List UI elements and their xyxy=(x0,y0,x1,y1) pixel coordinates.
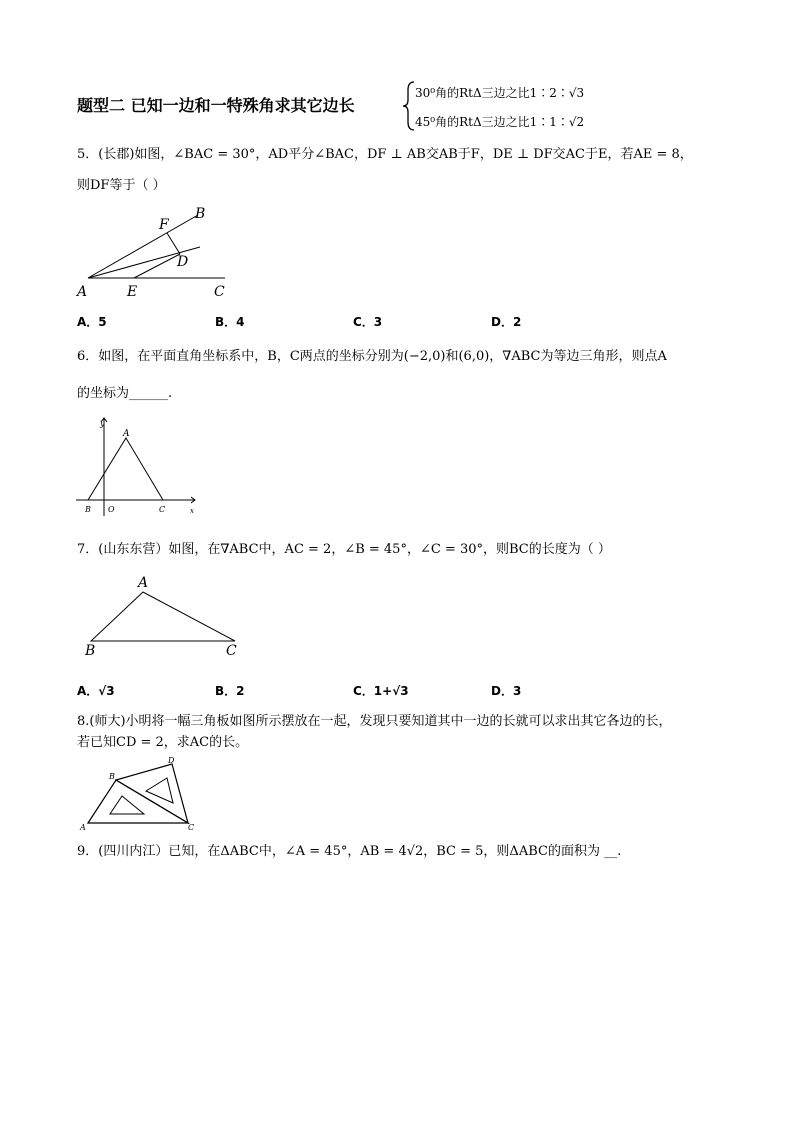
q5-line-df xyxy=(167,233,180,254)
q8-label-c: C xyxy=(188,823,195,832)
q5-label-a: A xyxy=(77,284,88,300)
q8-text-line1: 8.(师大)小明将一幅三角板如图所示摆放在一起，发现只要知道其中一边的长就可以求出其它各边的长， xyxy=(77,714,672,729)
q6-triangle xyxy=(88,438,163,500)
q6-text-line2: 的坐标为______. xyxy=(77,386,173,401)
q6-label-c: C xyxy=(159,505,166,514)
q6-label-y: y xyxy=(100,419,105,428)
q8-figure xyxy=(76,755,202,835)
q5-option-b: B．4 xyxy=(215,315,245,329)
q7-text-line1: 7．(山东东营）如图，在∇ABC中，AC = 2，∠B = 45°，∠C = 30°，则BC的长度为（ ） xyxy=(77,542,611,557)
q8-inner-triangle-2 xyxy=(146,778,173,803)
q9-text-line1: 9．(四川内江）已知，在ΔABC中，∠A = 45°，AB = 4√2，BC = 5，则ΔABC的面积为 __. xyxy=(77,844,622,859)
ratio-45-line: 45⁰角的RtΔ三边之比1∶1∶√2 xyxy=(415,115,585,129)
q7-label-a: A xyxy=(138,575,149,591)
q5-label-e: E xyxy=(127,284,138,300)
q5-option-d: D．2 xyxy=(491,315,522,329)
q5-option-c: C．3 xyxy=(353,315,383,329)
q5-line-de xyxy=(134,254,180,278)
q7-option-b: B．2 xyxy=(215,684,245,698)
q7-option-c: C．1+√3 xyxy=(353,684,409,698)
section-title: 题型二 已知一边和一特殊角求其它边长 xyxy=(77,96,355,115)
q5-label-c: C xyxy=(214,284,225,300)
q5-figure xyxy=(70,200,240,300)
brace-icon xyxy=(402,80,416,132)
q7-option-a: A．√3 xyxy=(77,684,115,698)
q5-text-line2: 则DF等于（ ） xyxy=(77,178,166,193)
q6-label-x: x xyxy=(190,507,194,515)
q7-label-c: C xyxy=(226,643,237,659)
q7-figure xyxy=(78,570,248,660)
q5-label-d: D xyxy=(177,254,189,270)
q6-figure xyxy=(70,412,200,520)
q6-text-line1: 6．如图，在平面直角坐标系中，B，C两点的坐标分别为(−2,0)和(6,0)，∇ABC为等边三角形，则点A xyxy=(77,349,667,364)
q7-option-d: D．3 xyxy=(491,684,522,698)
q5-label-f: F xyxy=(159,217,169,233)
q8-text-line2: 若已知CD = 2，求AC的长。 xyxy=(77,735,249,750)
q5-label-b: B xyxy=(195,206,206,222)
q8-label-d: D xyxy=(168,756,175,765)
q6-label-b: B xyxy=(85,505,91,514)
q8-label-b: B xyxy=(109,772,115,781)
q5-option-a: A．5 xyxy=(77,315,107,329)
q6-label-o: O xyxy=(108,505,115,514)
q5-text-line1: 5．(长郡)如图，∠BAC = 30°，AD平分∠BAC，DF ⊥ AB交AB于F，DE ⊥ DF交AC于E，若AE = 8， xyxy=(77,147,693,162)
q8-label-a: A xyxy=(80,823,86,832)
q8-inner-triangle-1 xyxy=(110,796,144,814)
q7-label-b: B xyxy=(85,643,96,659)
q6-label-a: A xyxy=(123,429,130,439)
q7-triangle xyxy=(91,592,235,641)
ratio-30-line: 30⁰角的RtΔ三边之比1∶2∶√3 xyxy=(415,86,585,100)
